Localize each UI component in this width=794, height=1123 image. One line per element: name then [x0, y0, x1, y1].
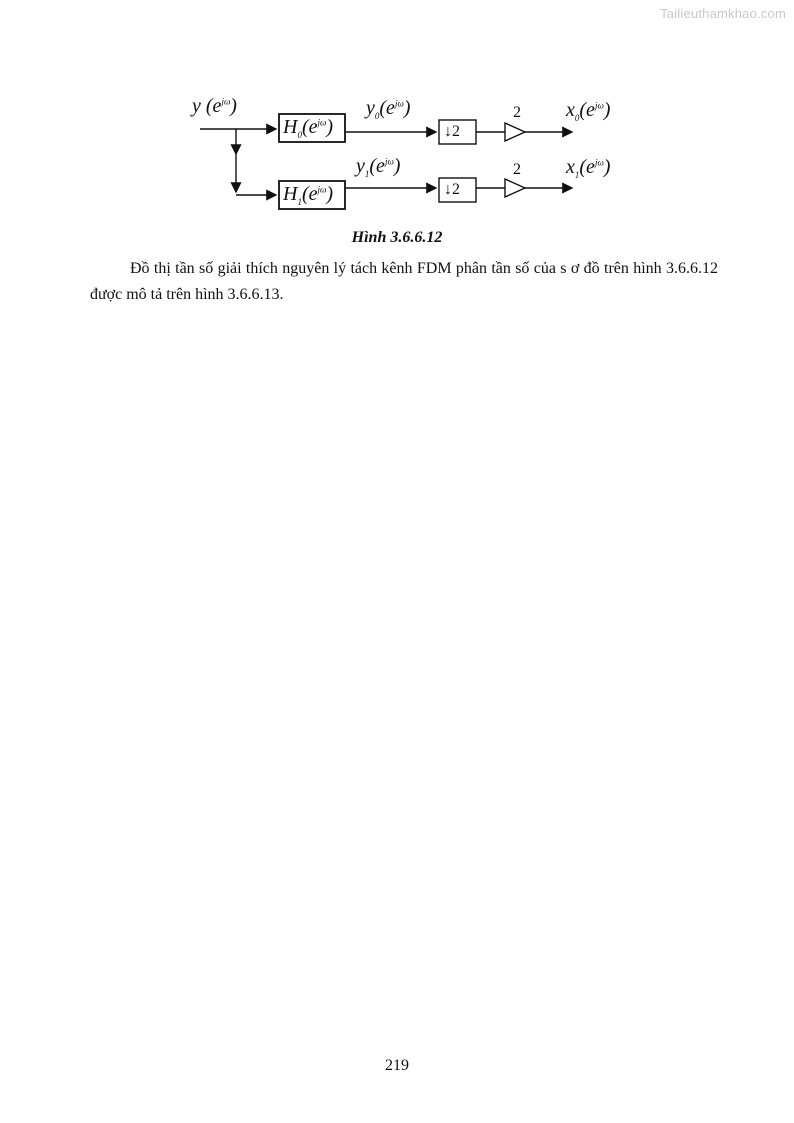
- input-signal-label: y $(e^{j\omega})$: [192, 95, 237, 117]
- site-watermark: Tailieuthamkhao.com: [660, 6, 786, 21]
- filter1-label: $H_1(e^{j\omega})$: [283, 183, 334, 207]
- page-number: 219: [385, 1057, 409, 1074]
- figure-caption: Hình 3.6.6.12: [351, 229, 443, 246]
- branch0-signal-label: $y_0(e^{j\omega})$: [366, 97, 411, 121]
- gain0-label: 2: [513, 104, 521, 121]
- gain0-triangle: [505, 123, 525, 141]
- output1-label: $x_1(e^{j\omega})$: [566, 156, 611, 180]
- branch1-signal-label: $y_1(e^{j\omega})$: [356, 155, 401, 179]
- downsampler0-label: ↓2: [444, 123, 460, 140]
- filter0-label: $H_0(e^{j\omega})$: [283, 116, 334, 140]
- body-paragraph: Đồ thị tần số giải thích nguyên lý tách kênh FDM phân tần số của s ơ đồ trên hình 3.6.6.12 được mô tả trên hình 3.6.6.13.: [90, 260, 718, 303]
- fdm-block-diagram: [180, 88, 640, 218]
- downsampler1-label: ↓2: [444, 181, 460, 198]
- gain1-label: 2: [513, 161, 521, 178]
- gain1-triangle: [505, 179, 525, 197]
- output0-label: $x_0(e^{j\omega})$: [566, 99, 611, 123]
